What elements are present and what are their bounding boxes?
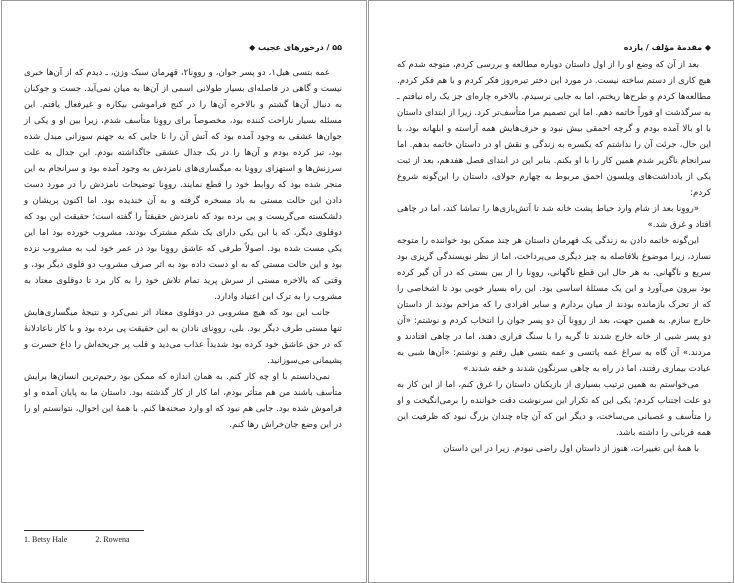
body-text xyxy=(24,65,342,433)
paragraph: می‌خواستم به همین ترتیب بسیاری از بازیکنان داستان را غرق کنم، اما از این کار به دو علت اجتناب کردم: یکی این که تکرار این سرنوشت دقت خواننده را برمی‌انگیخت و او را متأسف و عصبانی می‌ساخت، و دیگر این که آن چاه چندان بزرگ نبود که ظرفیت این همه قربانی را داشته باشد. xyxy=(397,380,711,438)
left-page xyxy=(1,0,367,583)
footnote: 1. Betsy Hale xyxy=(24,535,68,544)
footnote-rule xyxy=(24,530,144,531)
paragraph: با همهٔ این تغییرات، هنوز از داستان اول راضی نبودم. زیرا در این داستان xyxy=(443,444,699,454)
footnote: 2. Rowena xyxy=(95,535,130,544)
running-header: ۵۵ / درخورهای عجیب ◆ xyxy=(249,43,342,52)
paragraph: جانب این بود که هیچ مشروبی در دوقلوی معتاد اثر نمی‌کرد و نتیجهٔ میگساری‌هایش تنها مستی طرف دیگر بود. بلی، رووِنای نادان به این حقیقت پی برده بود و با کار ناعادلانهٔ که در حق عاشق خود کرده بود شدیداً عذاب می‌دید و قلب پر جریحه‌اش را داغ حسرت و پشیمانی می‌سوزانید. xyxy=(24,308,342,366)
right-page xyxy=(368,0,734,583)
paragraph: این‌گونه خاتمه دادن به زندگی یک قهرمان داستان هر چند ممکن بود خواننده را متوجه نسازد، زیرا موضوع بلافاصله به چیز دیگری می‌پرداخت، اما از نظر نویسندگی گریزی بود سریع و ناگهانی. به هر حال این قطع ناگهانی، رووِنا را از بین بستی که در آن گیر کرده بود بیرون می‌آورد و این یک مسئلهٔ اساسی بود. این راه بسیار خوبی بود تا اشخاصی را که از تحرک بازمانده بودند از میان بردارم و سایر افرادی را که مزاحم بودند از داستان خارج سازم. به همین جهت، بعد از رووِنا آن دو پسر جوان را انتخاب کردم و نوشتم: «آن دو پسر شبی از خانه خارج شدند تا گربه را با سنگ فراری دهند، اما در چاهی افتادند و مردند.» آن گاه به سراغ عمه پاتسی و عمه بتسی هیل رفتم و نوشتم: «آن‌ها شبی به عیادت بیماری رفتند، اما در راه به چاهی سرنگون شدند و خفه شدند.» xyxy=(397,236,711,374)
paragraph: نمی‌دانستم با او چه کار کنم. به همان اندازه که ممکن بود رحیم‌ترین انسان‌ها برایش متأسف باشند من هم متأثر بودم، اما کار از کار گذشته بود. داستان ما به پایان آمده و او فراموش شده بود. جایی هم نبود که او وارد صحنه‌ها کنم. با همهٔ این احوال، نتوانستم او را در این وضع جان‌خراش رها کنم. xyxy=(24,372,342,430)
paragraph: عمه بتسی هیل۱، دو پسر جوان، و رووِنا۲، قهرمان سبک وزن، ـ دیدم که از آن‌ها خبری نیست و گاهی در فاصله‌ای بسیار طولانی اسمی از آن‌ها به میان نمی‌آید. جست و جوکنان به دنبال آن‌ها گشتم و بالاخره آن‌ها را در کنج فراموشی بیکاره و غیرفعال یافتم. این مسئله بسیار ناراحت کننده بود، مخصوصاً برای رووِنا متأسف شدم، زیرا بین او و یکی از جوان‌ها عشقی به وجود آمده بود که آتش آن را تا جایی که به جهنم سوزانی مبدل شده بود، تیز کرده بودم و آن‌ها را در یک جدال عشقی جاگذاشته بودم. این جدال به علت سرزنش‌ها و استهزای رووِنا به میگساری‌های نامزدش به وجود آمده بود و سرانجام به این منجر شده بود که روابط خود را قطع نمایند. رووِنا توضیحات نامزدش را در مورد دست دادن این حالت مستی به باد مسخره گرفته و به آن خندیده بود. اما اکنون پریشان و دلشکسته می‌گریست و پی برده بود که نامزدش حقیقتاً را گفته است؛ حقیقت این بود که دوقلوی دیگر، که با این یکی دارای یک شکم مشترک بودند، مشروب خورده بود اما این یکی مست شده بود. اصولاً طرفی که عاشق رووِنا بود در عمر خود لب به مشروب نزده بود و این حالت مستی که به او دست داده بود به اثر صرف مشروب دو قلوی دیگر بود، و وقتی که بالاخره مستی از سرش پرید تمام تلاش خود را به کار برد تا دوقلوی معتاد به مشروب را به ترک این اعتیاد وادارد. xyxy=(24,68,342,302)
body-text xyxy=(397,57,711,457)
paragraph: بعد از آن که وضع او را از اول داستان دوباره مطالعه و بررسی کردم، متوجه شدم که هیچ کاری از دستم ساخته نیست. در مورد این دختر تیره‌روز فکر کردم و با هم فکر کردم. مطالعه‌ها کردم و طرح‌ها ریختم، اما به جایی نرسیدم. بالاخره چاره‌ای جز یک راه نیافتم ـ به سرگذشت او فوراً خاتمه دهم. اما این تصمیم مرا متأسف‌تر کرد. زیرا از ابتدای داستان با او بالا آمده بودم و گرچه احمقی بیش نبود و حرف‌هایش همه آراسته و ابلهانه بود، با این حال، جرئت آن را نداشتم که یکسره به زندگی و نقش او در داستان خاتمه بدهم. اما سرانجام ناگزیر شدم همین کار را با او بکنم. بنابر این در ابتدای فصل هفدهم، بعد از ثبت یکی از یادداشت‌های ویلسون احمق مربوط به چهارم جولای، داستان را این‌گونه شروع کردم: xyxy=(397,60,711,198)
paragraph: «رووِنا بعد از شام وارد حیاط پشت خانه شد تا آتش‌بازی‌ها را تماشا کند، اما در چاهی افتاد و غرق شد.» xyxy=(397,204,711,230)
running-header: ◆ مقدمهٔ مؤلف / یازده xyxy=(623,43,711,52)
footnotes xyxy=(24,535,156,544)
